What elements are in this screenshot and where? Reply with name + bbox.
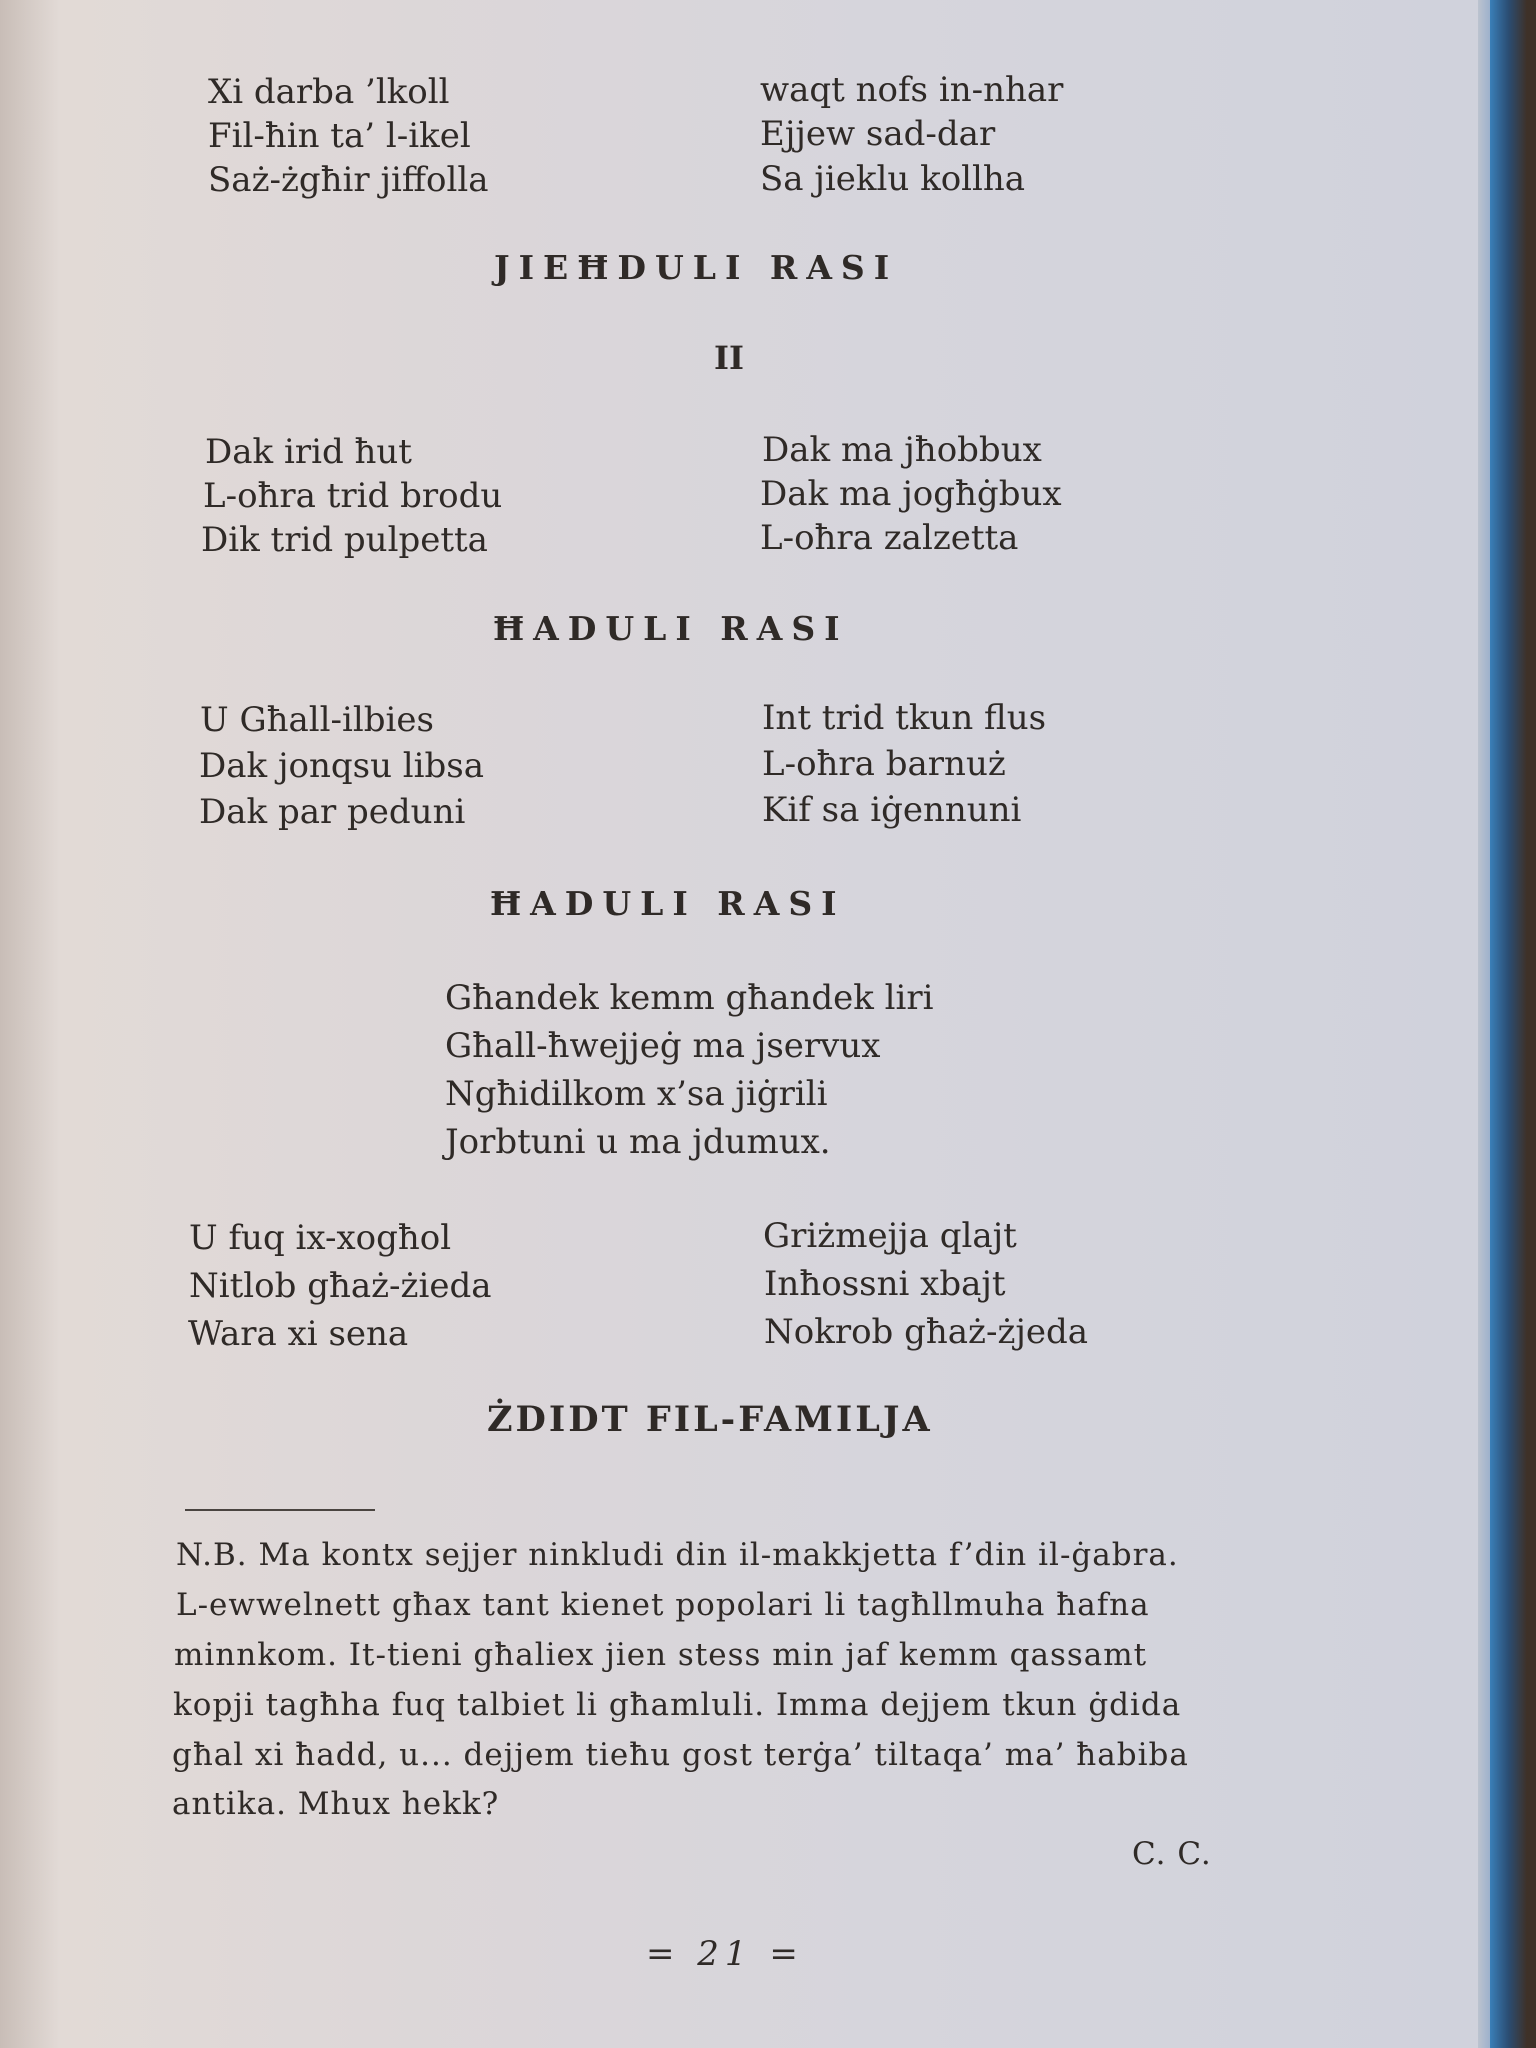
note-line-2: L-ewwelnett għax tant kienet popolari li tagħllmuha ħafna (176, 1587, 1150, 1623)
heading-zdidt-fil-familja: ŻDIDT FIL-FAMILJA (487, 1399, 933, 1440)
stanza2-right-line-3: L-oħra zalzetta (760, 518, 1019, 558)
stanza2-right-line-2: Dak ma jogħġbux (760, 474, 1062, 514)
heading-haduli-rasi-1: ĦADULI RASI (493, 609, 849, 648)
section-number: II (714, 339, 744, 377)
stanza2-left-line-3: Dik trid pulpetta (201, 520, 488, 560)
stanza2-right-line-1: Dak ma jħobbux (762, 430, 1042, 470)
stanza2-left-line-1: Dak irid ħut (205, 432, 412, 472)
note-line-3: minnkom. It-tieni għaliex jien stess min jaf kemm qassamt (174, 1637, 1148, 1673)
signature: C. C. (1132, 1836, 1212, 1872)
stanza5-right-line-1: Griżmejja qlajt (763, 1216, 1017, 1256)
stanza5-right-line-3: Nokrob għaż-żjeda (764, 1312, 1089, 1352)
stanza1-left-line-3: Saż-żgħir jiffolla (208, 160, 489, 200)
stanza3-left-line-3: Dak par peduni (199, 792, 466, 832)
page-number: = 21 = (646, 1934, 804, 1974)
note-line-6: antika. Mhux hekk? (172, 1786, 500, 1822)
stanza3-left-line-1: U Għall-ilbies (200, 700, 434, 740)
page-edge (1478, 0, 1490, 2048)
stanza3-left-line-2: Dak jonqsu libsa (199, 746, 484, 786)
stanza5-right-line-2: Inħossni xbajt (764, 1264, 1006, 1304)
stanza1-left-line-1: Xi darba ’lkoll (208, 72, 450, 112)
note-line-5: għal xi ħadd, u... dejjem tieħu gost terġa’ tiltaqa’ ma’ ħabiba (172, 1737, 1189, 1773)
note-line-4: kopji tagħha fuq talbiet li għamluli. Imma dejjem tkun ġdida (173, 1687, 1182, 1723)
stanza3-right-line-3: Kif sa iġennuni (762, 790, 1022, 830)
page-fold-shadow (0, 0, 60, 2048)
stanza5-left-line-1: U fuq ix-xogħol (189, 1218, 452, 1258)
stanza5-left-line-3: Wara xi sena (188, 1314, 409, 1354)
stanza1-left-line-2: Fil-ħin ta’ l-ikel (208, 116, 471, 156)
stanza1-right-line-1: waqt nofs in-nhar (760, 70, 1064, 110)
stanza1-right-line-3: Sa jieklu kollha (760, 159, 1026, 199)
stanza5-left-line-2: Nitlob għaż-żieda (189, 1266, 492, 1306)
heading-jiehduli-rasi: JIEĦDULI RASI (494, 248, 899, 287)
stanza3-right-line-1: Int trid tkun flus (762, 698, 1047, 738)
footnote-rule (185, 1509, 375, 1511)
book-cover-edge (1490, 0, 1536, 2048)
note-line-1: N.B. Ma kontx sejjer ninkludi din il-makkjetta f’din il-ġabra. (176, 1537, 1179, 1573)
stanza4-line-3: Ngħidilkom x’sa jiġrili (445, 1074, 828, 1114)
stanza2-left-line-2: L-oħra trid brodu (203, 476, 503, 516)
stanza4-line-4: Jorbtuni u ma jdumux. (445, 1122, 831, 1162)
stanza3-right-line-2: L-oħra barnuż (762, 744, 1006, 784)
stanza1-right-line-2: Ejjew sad-dar (760, 114, 996, 154)
heading-haduli-rasi-2: ĦADULI RASI (490, 884, 846, 923)
stanza4-line-1: Għandek kemm għandek liri (445, 978, 934, 1018)
stanza4-line-2: Għall-ħwejjeġ ma jservux (445, 1026, 881, 1066)
